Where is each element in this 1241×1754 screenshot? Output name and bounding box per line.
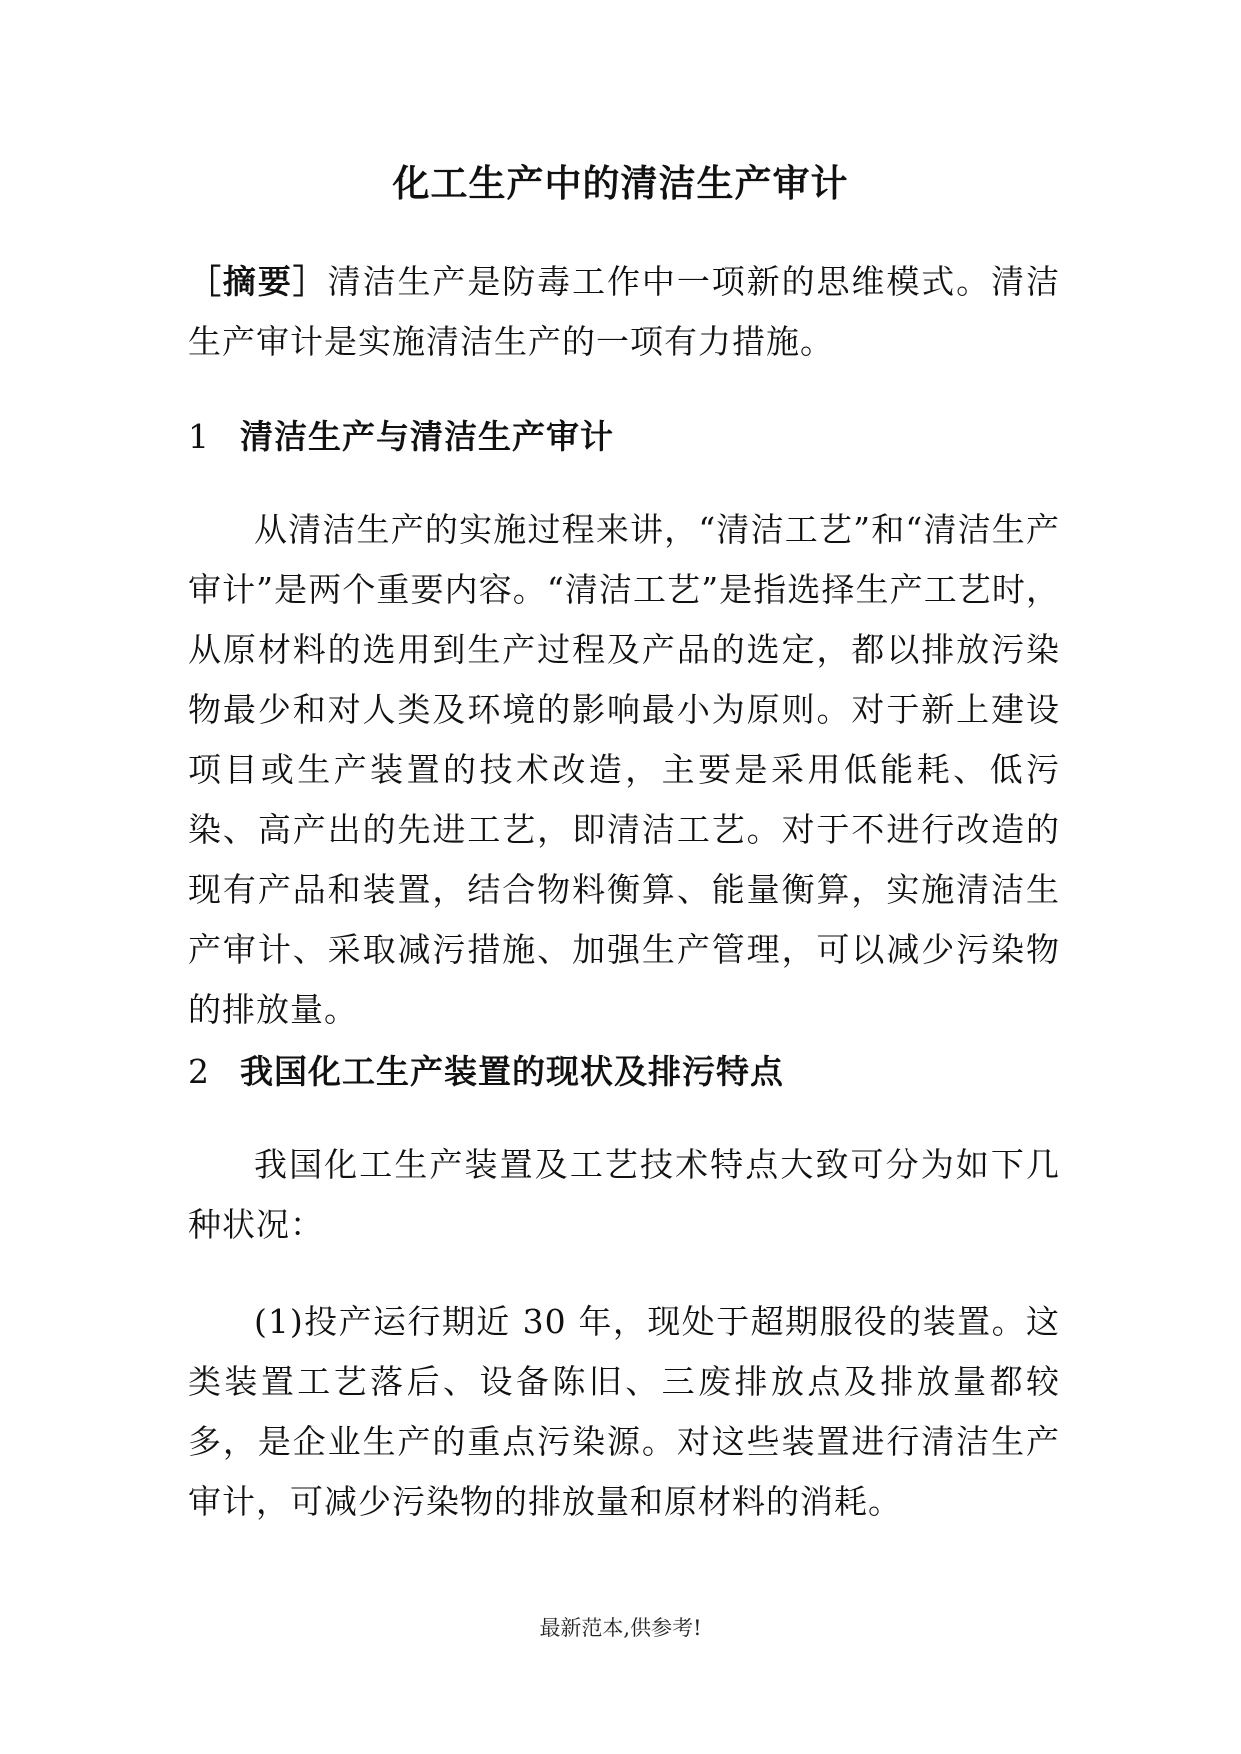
abstract-text: 清洁生产是防毒工作中一项新的思维模式。清洁生产审计是实施清洁生产的一项有力措施。: [188, 262, 1061, 361]
section-number-2: 2: [188, 1052, 210, 1091]
section-title-1: 清洁生产与清洁生产审计: [240, 417, 614, 456]
section-2-paragraph-1: 我国化工生产装置及工艺技术特点大致可分为如下几种状况：: [188, 1145, 1060, 1244]
abstract-paragraph: [188, 252, 1060, 372]
section-number-1: 1: [188, 417, 210, 456]
abstract-label: ［摘要］: [188, 262, 328, 301]
section-1-paragraph-1: 从清洁生产的实施过程来讲，“清洁工艺”和“清洁生产审计”是两个重要内容。“清洁工艺”是指选择生产工艺时，从原材料的选用到生产过程及产品的选定，都以排放污染物最少和对人类及环境的影响最小为原则。对于新上建设项目或生产装置的技术改造，主要是采用低能耗、低污染、高产出的先进工艺，即清洁工艺。对于不进行改造的现有产品和装置，结合物料衡算、能量衡算，实施清洁生产审计、采取减污措施、加强生产管理，可以减少污染物的排放量。: [188, 510, 1060, 1029]
section-heading-1: [188, 412, 1060, 462]
section-title-2: 我国化工生产装置的现状及排污特点: [240, 1052, 784, 1091]
document-title: 化工生产中的清洁生产审计: [392, 161, 849, 205]
section-2-paragraph-2: (1)投产运行期近 30 年，现处于超期服役的装置。这类装置工艺落后、设备陈旧、三废排放点及排放量都较多，是企业生产的重点污染源。对这些装置进行清洁生产审计，可减少污染物的排放量和原材料的消耗。: [188, 1302, 1060, 1521]
page-footer: 最新范本,供参考!: [539, 1616, 702, 1640]
section-heading-2: [188, 1047, 1060, 1097]
